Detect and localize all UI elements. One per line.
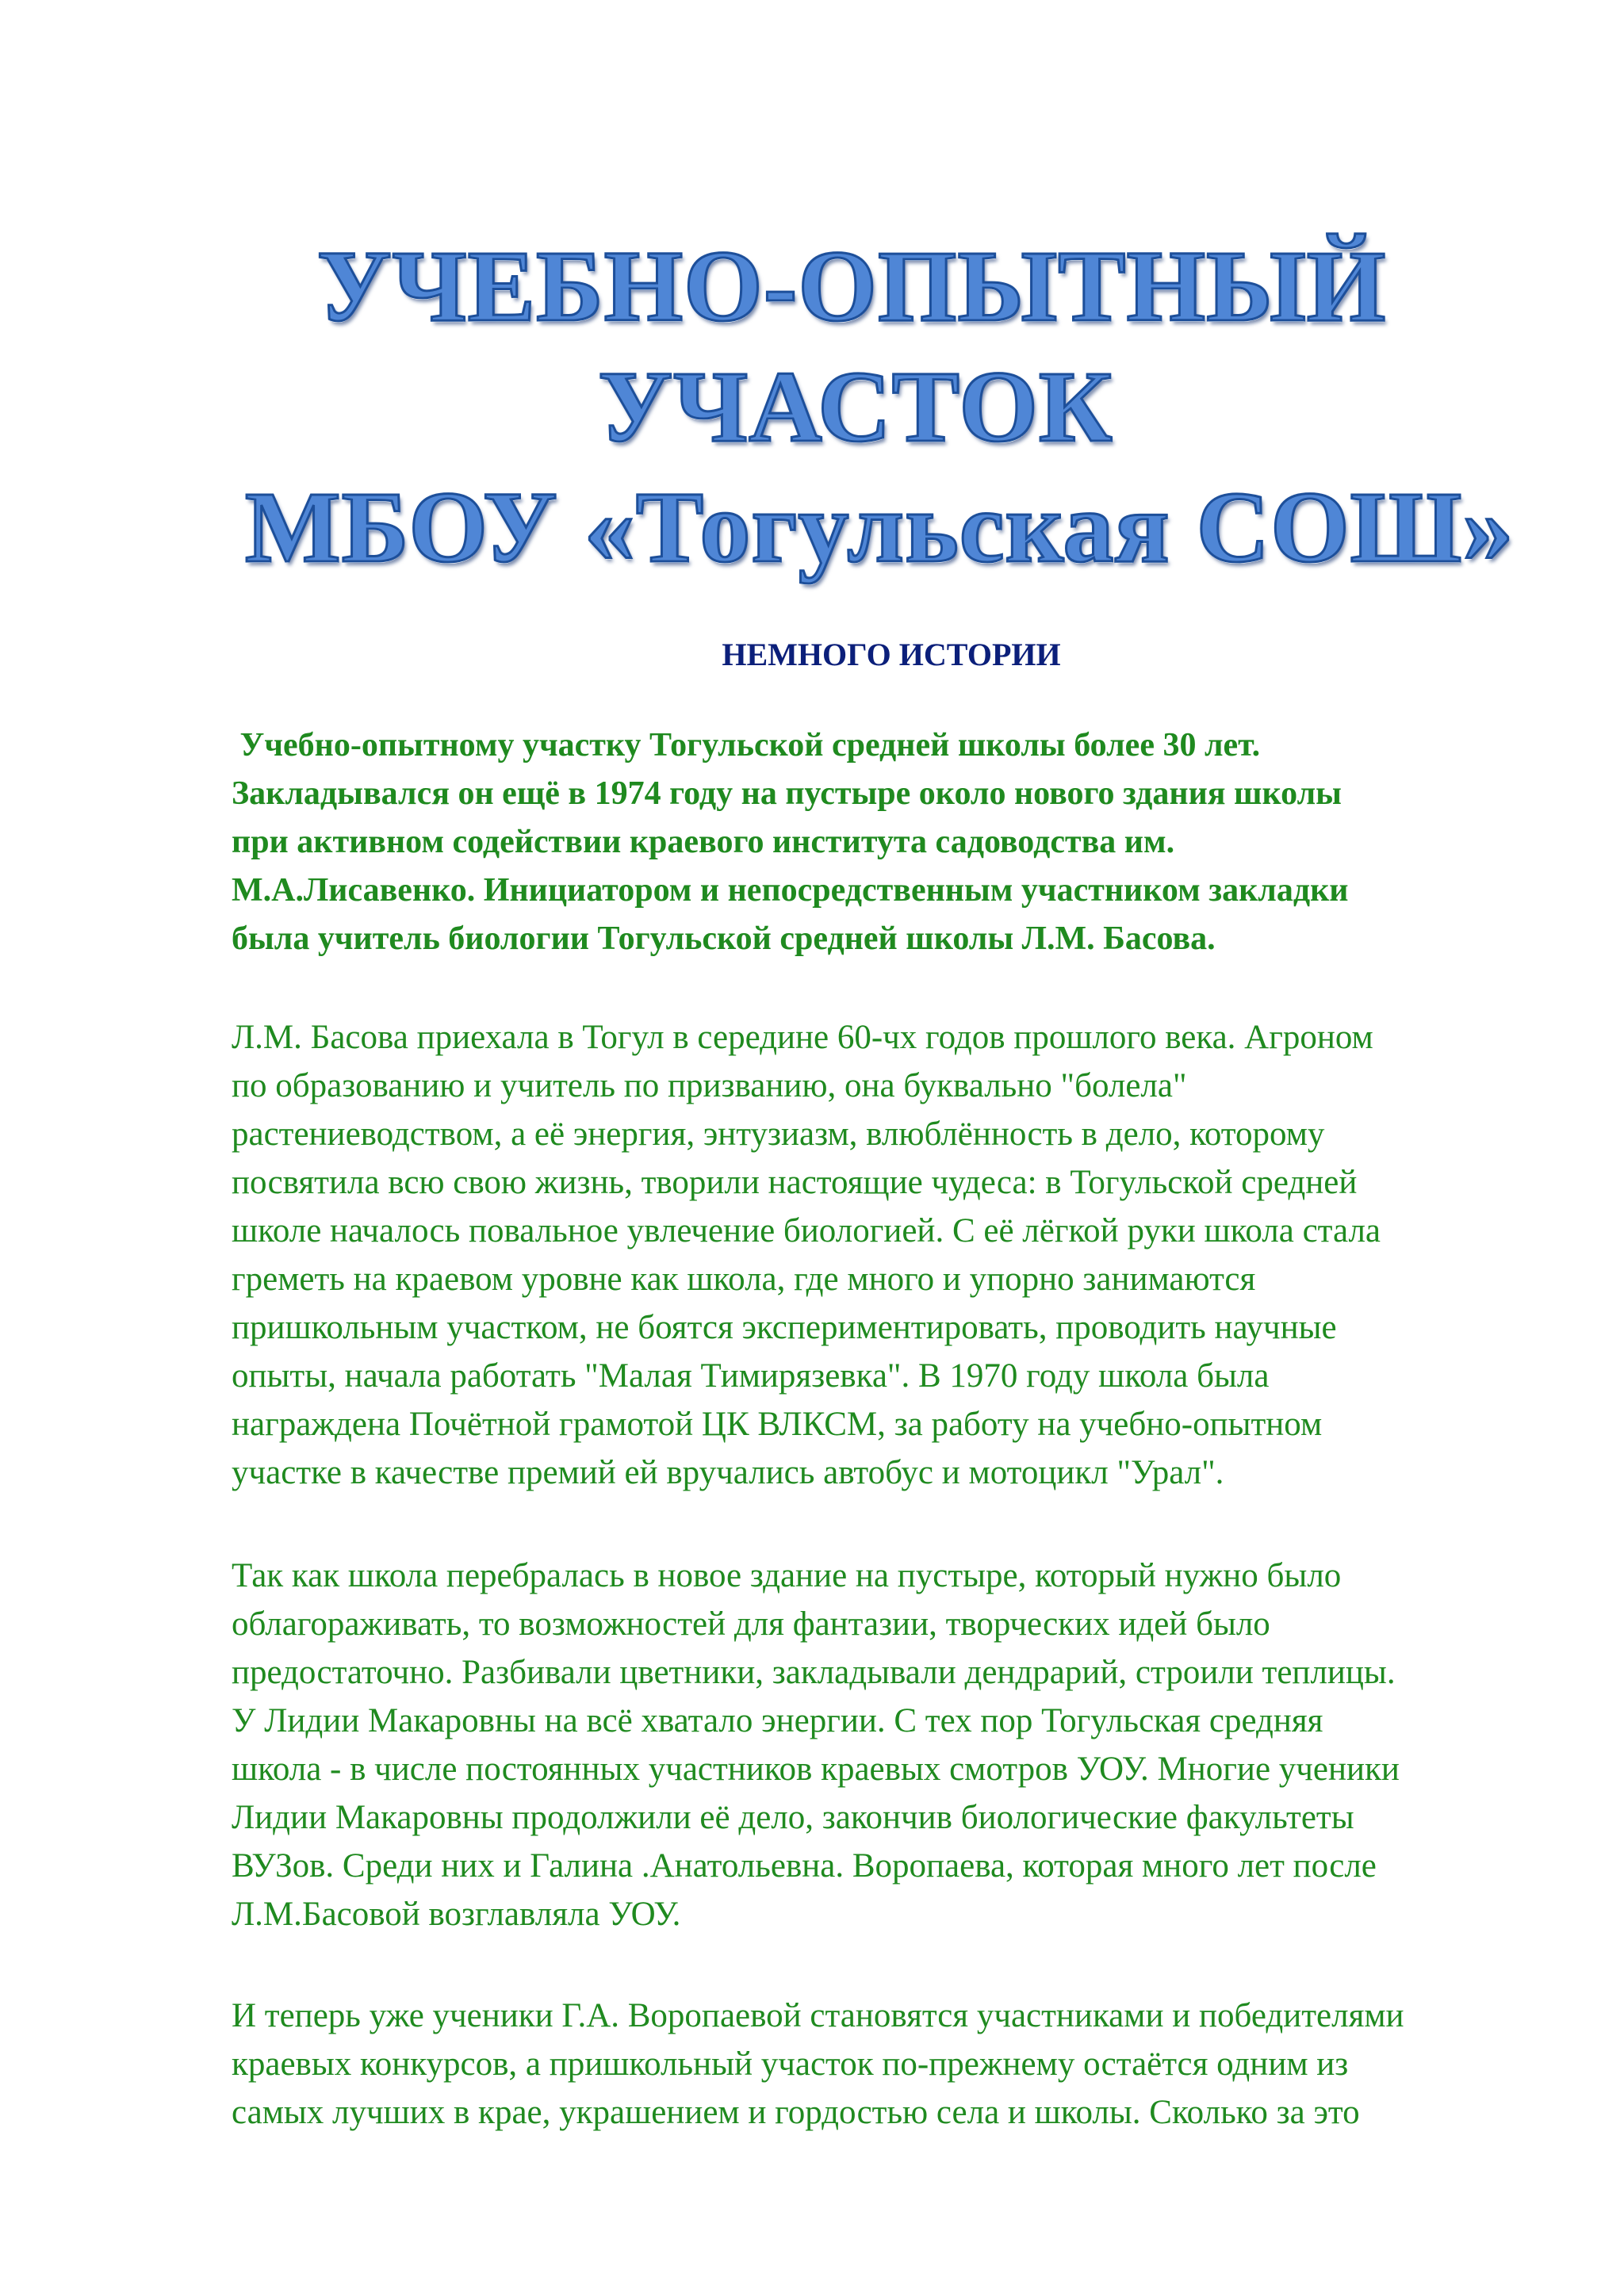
paragraph-line: Лидии Макаровны продолжили её дело, закончив биологические факультеты [232, 1799, 1354, 1836]
paragraph-line: по образованию и учитель по призванию, она буквально "болела" [232, 1067, 1187, 1104]
paragraph-line: опыты, начала работать "Малая Тимирязевка". В 1970 году школа была [232, 1357, 1270, 1395]
paragraph-line: была учитель биологии Тогульской средней школы Л.М. Басова. [232, 920, 1216, 957]
section-heading: НЕМНОГО ИСТОРИИ [722, 637, 1061, 672]
paragraph-line: награждена Почётной грамотой ЦК ВЛКСМ, за работу на учебно-опытном [232, 1406, 1323, 1443]
intro-paragraph [232, 721, 1532, 963]
title-line-3: МБОУ «Тогульская СОШ» [244, 471, 1515, 584]
paragraph-line: пришкольным участком, не боятся экспериментировать, проводить научные [232, 1309, 1337, 1346]
paragraph-line: школе началось повальное увлечение биологией. С её лёгкой руки школа стала [232, 1212, 1381, 1249]
history-paragraph-new-building [232, 1552, 1532, 1938]
paragraph-line: участке в качестве премий ей вручались автобус и мотоцикл "Урал". [232, 1454, 1224, 1491]
paragraph-line: У Лидии Макаровны на всё хватало энергии. С тех пор Тогульская средняя [232, 1702, 1323, 1739]
paragraph-line: растениеводством, а её энергия, энтузиазм, влюблённость в дело, которому [232, 1115, 1325, 1153]
paragraph-line: краевых конкурсов, а пришкольный участок по-прежнему остаётся одним из [232, 2045, 1349, 2083]
paragraph-line: посвятила всю свою жизнь, творили настоящие чудеса: в Тогульской средней [232, 1164, 1358, 1201]
paragraph-line: школа - в числе постоянных участников краевых смотров УОУ. Многие ученики [232, 1751, 1400, 1788]
paragraph-line: И теперь уже ученики Г.А. Воропаевой становятся участниками и победителями [232, 1997, 1404, 2034]
paragraph-line: ВУЗов. Среди них и Галина .Анатольевна. Воропаева, которая много лет после [232, 1847, 1377, 1885]
paragraph-line: облагораживать, то возможностей для фантазии, творческих идей было [232, 1605, 1270, 1643]
paragraph-line: М.А.Лисавенко. Инициатором и непосредственным участником закладки [232, 872, 1349, 909]
title-line-1: УЧЕБНО-ОПЫТНЫЙ [316, 230, 1387, 342]
page-title [0, 226, 1624, 587]
paragraph-line: Учебно-опытному участку Тогульской средней школы более 30 лет. [232, 727, 1261, 763]
title-line-2: УЧАСТОК [598, 350, 1113, 463]
paragraph-line: предостаточно. Разбивали цветники, закладывали дендрарий, строили теплицы. [232, 1654, 1396, 1691]
history-paragraph-present [232, 1992, 1532, 2137]
paragraph-line: Закладывался он ещё в 1974 году на пустыре около нового здания школы [232, 775, 1342, 812]
paragraph-line: при активном содействии краевого института садоводства им. [232, 824, 1175, 860]
paragraph-line: Так как школа перебралась в новое здание на пустыре, который нужно было [232, 1557, 1342, 1594]
paragraph-line: Л.М.Басовой возглавляла УОУ. [232, 1896, 681, 1933]
paragraph-line: греметь на краевом уровне как школа, где много и упорно занимаются [232, 1261, 1256, 1298]
paragraph-line: самых лучших в крае, украшением и гордостью села и школы. Сколько за это [232, 2094, 1360, 2131]
history-paragraph-basova [232, 1013, 1532, 1497]
paragraph-line: Л.М. Басова приехала в Тогул в середине 60-чх годов прошлого века. Агроном [232, 1019, 1373, 1056]
